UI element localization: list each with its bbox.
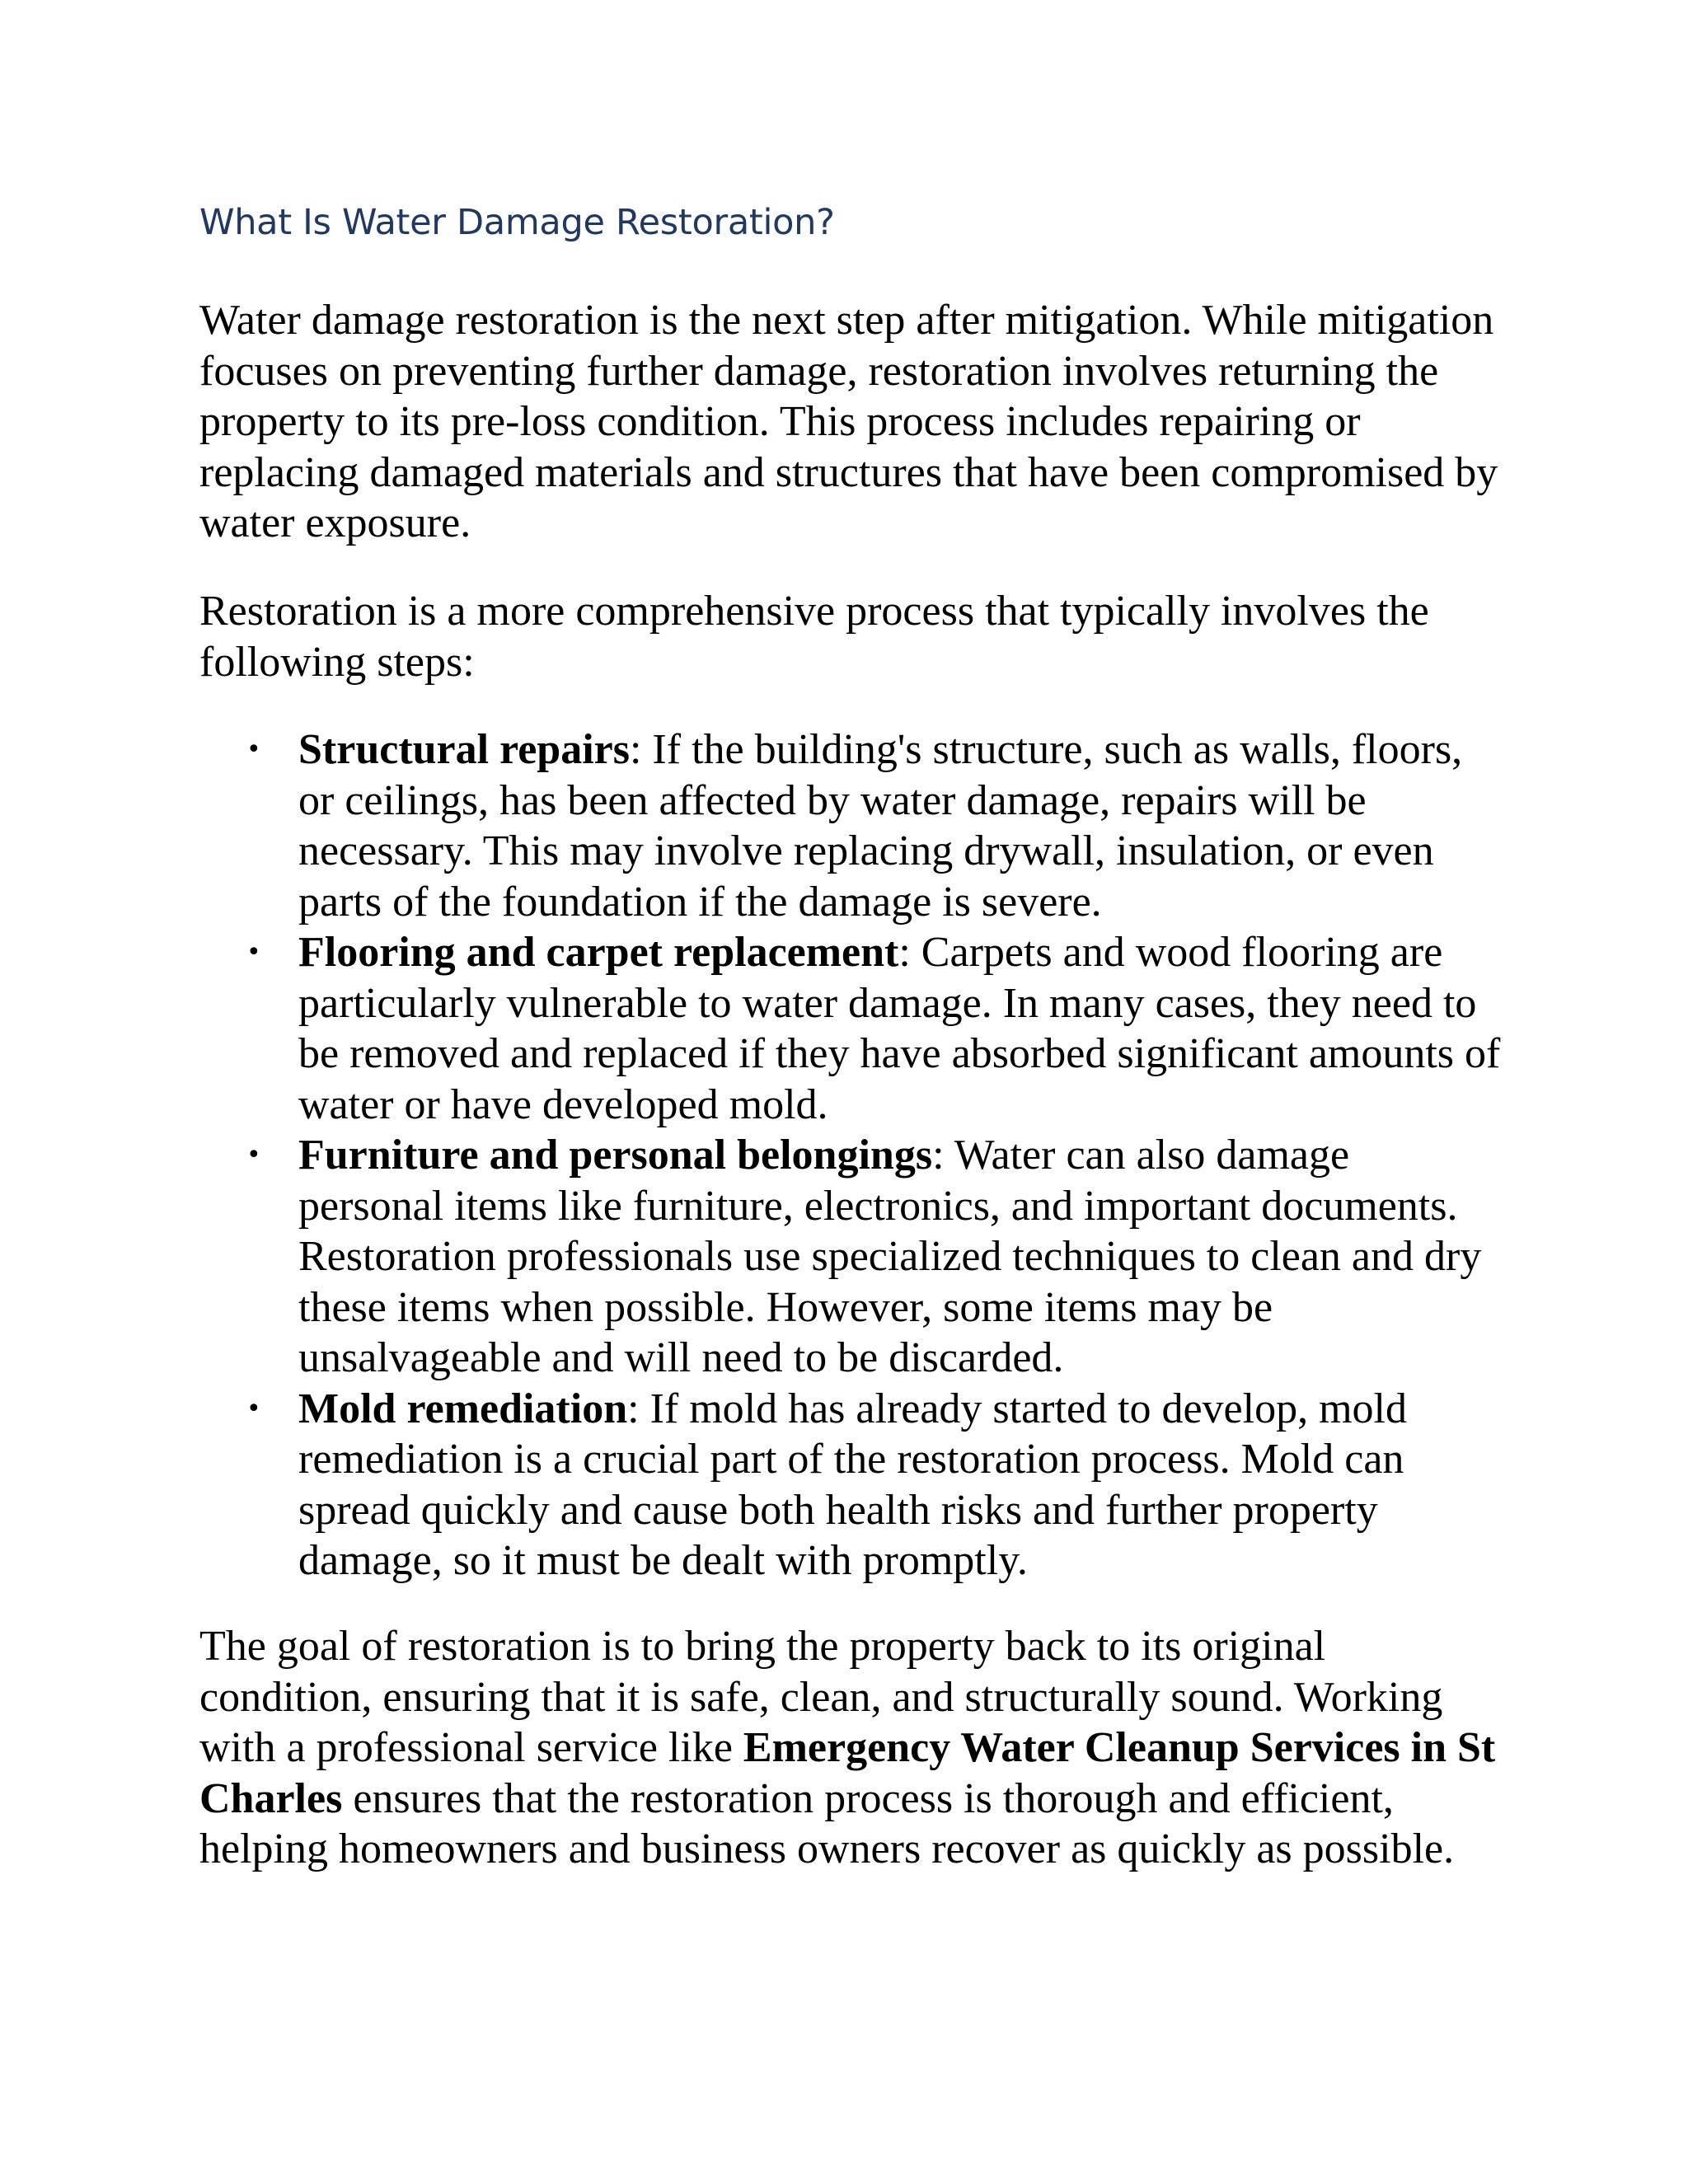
list-item — [199, 1384, 1502, 1586]
list-item-term: Mold remediation — [298, 1385, 628, 1432]
restoration-steps-list — [199, 724, 1502, 1586]
steps-intro-paragraph: Restoration is a more comprehensive process that typically involves the following steps: — [199, 588, 1429, 686]
service-name: Emergency Water Cleanup Services in St Charles — [199, 1724, 1496, 1822]
intro-paragraph: Water damage restoration is the next step after mitigation. While mitigation focuses on preventing further damage, restoration involves returning the property to its pre-loss condition. This process includes repairing or replacing damaged materials and structures that have been compromised by water exposure. — [199, 297, 1498, 546]
conclusion-paragraph — [199, 1621, 1502, 1875]
list-item-text: : If the building's structure, such as walls, floors, or ceilings, has been affected by water damage, repairs will be necessary. This may involve replacing drywall, insulation, or even parts of the foundation if the damage is severe. — [298, 726, 1463, 926]
list-item-text: : If mold has already started to develop, mold remediation is a crucial part of the restoration process. Mold can spread quickly and cause both health risks and further property damage, so it must be dealt with promptly. — [298, 1385, 1407, 1584]
list-item-term: Furniture and personal belongings — [298, 1132, 933, 1179]
bullet-icon: • — [246, 938, 261, 967]
bullet-icon: • — [246, 1141, 261, 1169]
bullet-icon: • — [246, 735, 261, 764]
list-item — [199, 927, 1502, 1130]
conclusion-text-start: The goal of restoration is to bring the property back to its original condition, ensuring that it is safe, clean, and structurally sound. Working with a professional service like — [199, 1623, 1443, 1771]
list-item-term: Structural repairs — [298, 726, 630, 773]
page-title: What Is Water Damage Restoration? — [199, 202, 835, 243]
list-item-text: : Water can also damage personal items like furniture, electronics, and important documents. Restoration professionals use specialized techniques to clean and dry these items when possible. However, some items may be unsalvageable and will need to be discarded. — [298, 1132, 1482, 1381]
bullet-icon: • — [246, 1394, 261, 1423]
list-item — [199, 724, 1502, 927]
list-item — [199, 1130, 1502, 1384]
list-item-term: Flooring and carpet replacement — [298, 929, 899, 976]
conclusion-text-end: ensures that the restoration process is thorough and efficient, helping homeowners and business owners recover as quickly as possible. — [199, 1774, 1455, 1872]
list-item-text: : Carpets and wood flooring are particularly vulnerable to water damage. In many cases, they need to be removed and replaced if they have absorbed significant amounts of water or have developed mold. — [298, 929, 1501, 1128]
